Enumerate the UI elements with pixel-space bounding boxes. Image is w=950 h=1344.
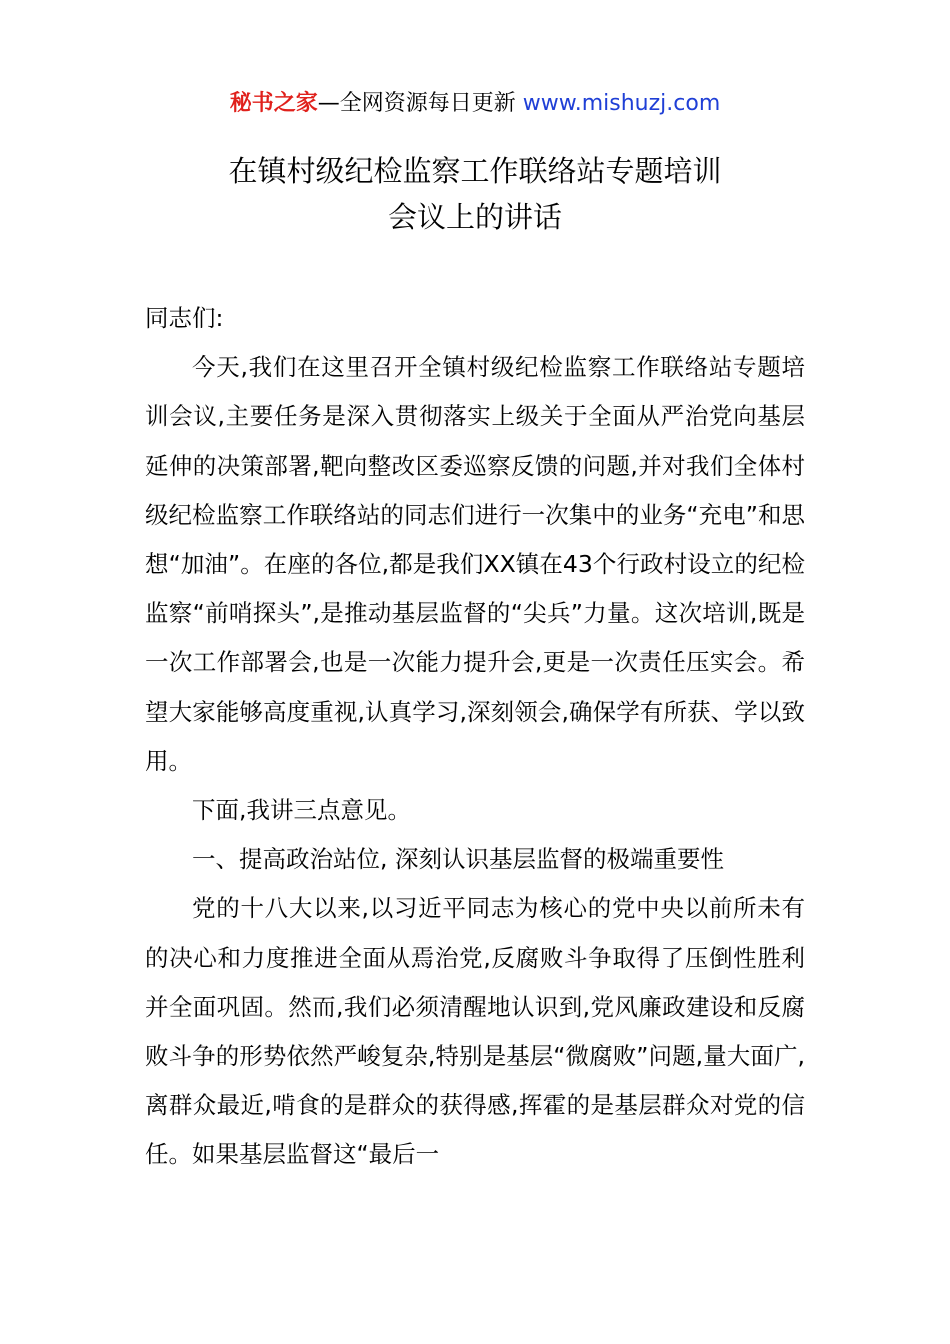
document-title: [0, 148, 950, 240]
document-body: [145, 294, 805, 1180]
title-line-2: 会议上的讲话: [387, 200, 562, 234]
salutation: 同志们:: [145, 304, 224, 332]
title-line-1: 在镇村级纪检监察工作联络站专题培训: [228, 154, 722, 188]
paragraph-intro: 今天,我们在这里召开全镇村级纪检监察工作联络站专题培训会议,主要任务是深入贯彻落实上级关于全面从严治党向基层延伸的决策部署,靶向整改区委巡察反馈的问题,并对我们全体村级纪检监察工作联络站的同志们进行一次集中的业务“充电”和思想“加油”。在座的各位,都是我们XX镇在43个行政村设立的纪检监察“前哨探头”,是推动基层监督的“尖兵”力量。这次培训,既是一次工作部署会,也是一次能力提升会,更是一次责任压实会。希望大家能够高度重视,认真学习,深刻领会,确保学有所获、学以致用。: [145, 353, 805, 775]
site-url-link[interactable]: www.mishuzj.com: [522, 91, 721, 116]
section-heading-1: 一、提高政治站位, 深刻认识基层监督的极端重要性: [192, 845, 724, 874]
paragraph-transition: 下面,我讲三点意见。: [192, 796, 411, 825]
paragraph-section-1: 党的十八大以来,以习近平同志为核心的党中央以前所未有的决心和力度推进全面从焉治党,反腐败斗争取得了压倒性胜利并全面巩固。然而,我们必须清醒地认识到,党风廉政建设和反腐败斗争的形势依然严峻复杂,特别是基层“微腐败”问题,量大面广,离群众最近,啃食的是群众的获得感,挥霍的是基层群众对党的信任。如果基层监督这“最后一: [145, 894, 805, 1169]
site-brand: 秘书之家: [229, 91, 318, 116]
site-header: [0, 88, 950, 120]
site-tagline: —全网资源每日更新: [317, 91, 523, 116]
